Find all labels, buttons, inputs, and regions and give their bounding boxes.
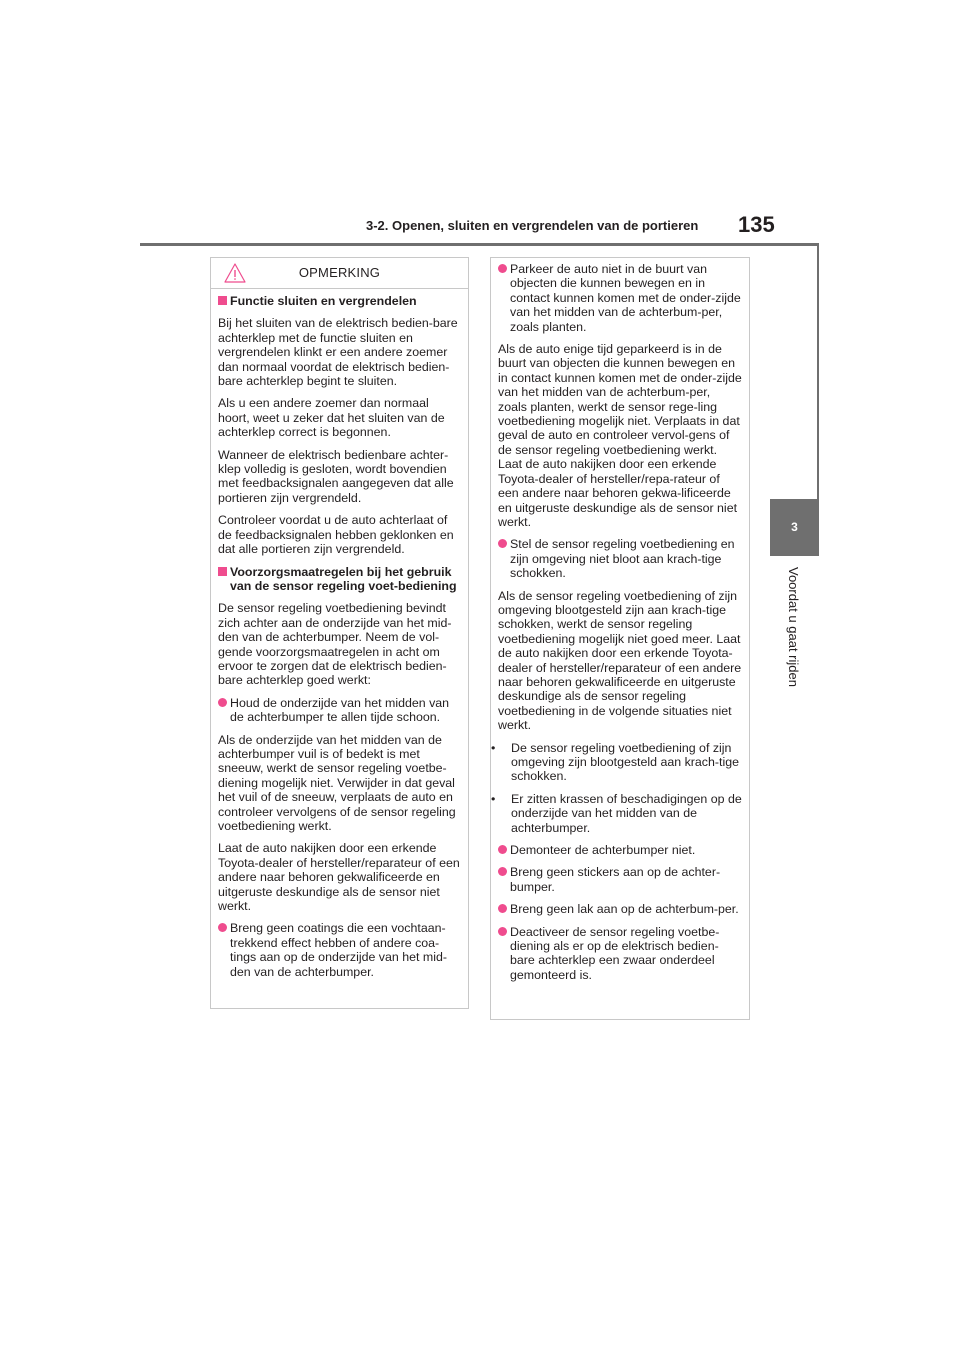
dot-item-text: Stel de sensor regeling voetbediening en zijn omgeving niet bloot aan krach-tige schokken. [510, 537, 735, 581]
chapter-title: Voordat u gaat rijden [786, 567, 801, 687]
paragraph: Als de auto enige tijd geparkeerd is in de buurt van objecten die kunnen bewegen en in contact kunnen komen met de onder-zijde van het midden van de achterbum-per, zoals planten, werkt de sensor rege-ling voetbediening mogelijk niet. Verplaats in dat geval de auto en controleer vervol-gens of de sensor regeling voetbediening werkt. Laat de auto nakijken door een erkende Toyota-dealer of hersteller/repa-rateur of een andere naar behoren gekwa-lificeerde en uitgeruste deskundige als de sensor niet werkt. [498, 342, 742, 529]
dot-item [498, 865, 742, 894]
paragraph: Als de onderzijde van het midden van de achterbumper vuil is of bedekt is met sneeuw, werkt de sensor regeling voetbe-diening mogelijk niet. Verwijder in dat geval het vuil of de sneeuw, verplaats de auto en controleer vervolgens of de sensor regeling voetbediening werkt. [218, 732, 456, 833]
dot-item [218, 696, 461, 725]
bullet-icon: • [491, 791, 496, 806]
note-title: OPMERKING [298, 264, 381, 280]
section-heading [218, 565, 461, 594]
paragraph: Laat de auto nakijken door een erkende Toyota-dealer of hersteller/reparateur of een andere naar behoren gekwalificeerde en uitgeruste deskundige als de sensor niet werkt. [218, 841, 460, 914]
paragraph: Als u een andere zoemer dan normaal hoort, weet u zeker dat het sluiten van de achterklep correct is begonnen. [218, 396, 445, 440]
dot-item [498, 925, 742, 983]
dot-item-text: Houd de onderzijde van het midden van de achterbumper te allen tijde schoon. [230, 695, 450, 725]
pink-dot-icon [498, 264, 507, 273]
note-content-right [491, 258, 749, 982]
header-separator [140, 243, 819, 246]
heading-text: Voorzorgsmaatregelen bij het gebruik van de sensor regeling voet-bediening [230, 564, 457, 593]
note-box-right [490, 257, 750, 1020]
pink-dot-icon [498, 867, 507, 876]
bullet-icon: • [491, 740, 496, 755]
paragraph: Bij het sluiten van de elektrisch bedien-bare achterklep met de functie sluiten en vergrendelen klinkt er een andere zoemer dan normaal voordat de elektrisch bedien-bare achterklep begint te sluiten. [218, 316, 458, 389]
dot-item [218, 921, 461, 979]
dot-item-text: Breng geen stickers aan op de achter-bumper. [510, 865, 721, 894]
bullet-item [491, 740, 742, 784]
pink-square-icon [218, 567, 227, 576]
dot-item [498, 537, 742, 580]
section-heading [218, 294, 461, 308]
note-header [211, 258, 468, 289]
paragraph: Controleer voordat u de auto achterlaat of de feedbacksignalen hebben geklonken en dat alle portieren zijn vergrendeld. [218, 513, 454, 557]
pink-dot-icon [498, 927, 507, 936]
bullet-item [491, 791, 742, 835]
dot-item-text: Demonteer de achterbumper niet. [510, 843, 696, 858]
dot-item-text: Parkeer de auto niet in de buurt van objecten die kunnen bewegen en in contact kunnen komen met de onder-zijde van het midden van de achterbum-per, zoals planten. [510, 262, 741, 334]
pink-dot-icon [498, 845, 507, 854]
note-box-left [210, 257, 469, 1009]
pink-dot-icon [498, 539, 507, 548]
note-content-left [211, 289, 468, 979]
chapter-tab: 3 [770, 499, 819, 556]
paragraph: De sensor regeling voetbediening bevindt zich achter aan de onderzijde van het mid-den van de achterbumper. Neem de vol-gende voorzorgsmaatregelen in acht om ervoor te zorgen dat de elektrisch bedien-bare achterklep goed werkt: [218, 601, 452, 688]
pink-dot-icon [498, 904, 507, 913]
dot-item-text: Deactiveer de sensor regeling voetbe-diening als er op de elektrisch bedien-bare achterklep een zwaar onderdeel gemonteerd is. [510, 924, 720, 982]
pink-dot-icon [218, 923, 227, 932]
dot-item [498, 843, 742, 857]
dot-item [498, 902, 742, 916]
pink-dot-icon [218, 698, 227, 707]
paragraph: Wanneer de elektrisch bedienbare achter-klep volledig is gesloten, wordt bovendien met feedbacksignalen aangegeven dat alle portieren zijn vergrendeld. [218, 447, 454, 505]
bullet-item-text: Er zitten krassen of beschadigingen op de onderzijde van het midden van de achterbumper. [511, 791, 742, 835]
pink-square-icon [218, 296, 227, 305]
dot-item-text: Breng geen coatings die een vochtaan-trekkend effect hebben of andere coa-tings aan op de onderzijde van het mid-den van de achterbumper. [230, 921, 447, 979]
dot-item [498, 262, 742, 334]
paragraph: Als de sensor regeling voetbediening of zijn omgeving blootgesteld zijn aan krach-tige schokken, werkt de sensor regeling voetbediening mogelijk niet goed meer. Laat de auto nakijken door een erkende Toyota-dealer of hersteller/reparateur of een andere naar behoren gekwalificeerde en uitgeruste deskundige als de sensor regeling voetbediening in de volgende situaties niet werkt. [498, 588, 742, 733]
page-number: 135 [738, 212, 775, 237]
section-title: 3-2. Openen, sluiten en vergrendelen van de portieren [366, 218, 699, 233]
heading-text: Functie sluiten en vergrendelen [230, 294, 417, 308]
side-tab-line [817, 246, 819, 499]
warning-triangle-icon [224, 263, 246, 283]
dot-item-text: Breng geen lak aan op de achterbum-per. [510, 902, 739, 917]
bullet-item-text: De sensor regeling voetbediening of zijn omgeving zijn blootgesteld aan krach-tige schokken. [511, 740, 739, 784]
